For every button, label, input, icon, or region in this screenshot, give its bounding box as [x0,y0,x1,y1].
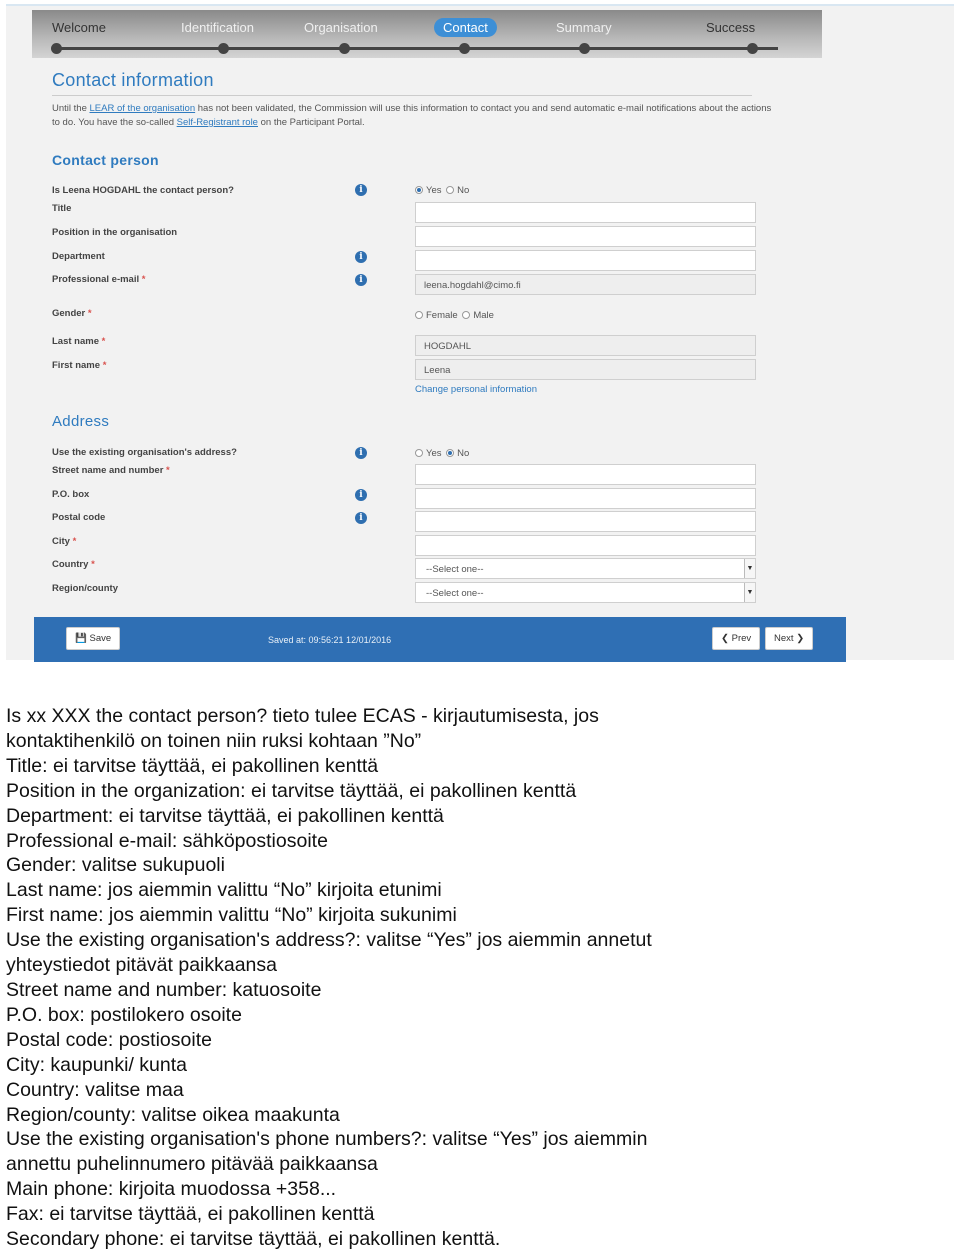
note-line: Fax: ei tarvitse täyttää, ei pakollinen kenttä [6,1203,375,1226]
required-mark: * [91,559,95,570]
required-mark: * [166,465,170,476]
prev-button[interactable] [712,627,760,650]
gender-male-radio[interactable] [462,311,470,319]
address-heading: Address [52,413,110,430]
lear-link[interactable]: LEAR of the organisation [89,103,196,114]
info-icon[interactable]: i [355,512,367,524]
no-label: No [457,448,470,459]
region-label: Region/county [52,583,118,594]
note-line: yhteystiedot pitävät paikkaansa [6,954,278,977]
note-line: annettu puhelinnumero pitävää paikkaansa [6,1153,378,1176]
last-name-input[interactable]: HOGDAHL [415,335,756,356]
city-label-text: City [52,536,70,547]
wizard-dot-summary [579,43,590,54]
email-label [52,274,145,285]
is-contact-no-radio[interactable] [446,186,454,194]
yes-label: Yes [426,185,442,196]
title-label: Title [52,203,72,214]
form-content [34,58,846,618]
gender-female-radio[interactable] [415,311,423,319]
chevron-left-icon: ❮ [721,633,729,644]
country-label [52,559,95,570]
email-label-text: Professional e-mail [52,274,140,285]
position-input[interactable] [415,226,756,247]
first-name-label-text: First name [52,360,101,371]
info-icon[interactable]: i [355,274,367,286]
required-mark: * [72,536,77,547]
is-contact-label: Is Leena HOGDAHL the contact person? [52,185,234,196]
note-line: Department: ei tarvitse täyttää, ei pakollinen kenttä [6,804,444,827]
department-label: Department [52,251,105,262]
note-line: First name: jos aiemmin valittu “No” kirjoita sukunimi [6,904,457,927]
contact-person-heading: Contact person [52,152,159,168]
info-icon[interactable]: i [355,447,367,459]
wizard-dot-organisation [339,43,350,54]
note-line: Is xx XXX the contact person? tieto tulee ECAS - kirjautumisesta, jos [6,705,599,727]
note-line: Secondary phone: ei tarvitse täyttää, ei pakollinen kenttä. [6,1228,501,1251]
note-line: Use the existing organisation's phone numbers?: valitse “Yes” jos aiemmin [6,1128,648,1151]
country-select-value: --Select one-- [426,564,484,575]
wizard-step-welcome[interactable]: Welcome [52,20,106,35]
male-label: Male [473,310,494,321]
pobox-label: P.O. box [52,489,90,500]
country-label-text: Country [52,559,89,570]
note-line: Postal code: postiosoite [6,1028,212,1051]
city-label [52,536,76,547]
use-existing-yes-radio[interactable] [415,449,423,457]
pobox-input[interactable] [415,488,756,509]
gender-label-text: Gender [52,308,86,319]
yes-label: Yes [426,448,442,459]
note-line: P.O. box: postilokero osoite [6,1003,242,1026]
note-line: kontaktihenkilö on toinen niin ruksi kohtaan ”No” [6,729,422,752]
use-existing-no-radio[interactable] [446,449,454,457]
save-icon: 💾 [75,633,87,644]
change-personal-info-link[interactable]: Change personal information [415,384,537,395]
contact-information-heading: Contact information [52,70,214,90]
is-contact-radio-group [415,185,469,196]
self-registrant-link[interactable]: Self-Registrant role [176,117,258,128]
use-existing-address-radio-group [415,448,469,459]
required-mark: * [141,274,146,285]
wizard-step-identification[interactable]: Identification [181,20,254,35]
postal-code-input[interactable] [415,511,756,532]
note-line: Street name and number: katuosoite [6,978,322,1001]
note-line: Region/county: valitse oikea maakunta [6,1103,340,1126]
save-label: Save [89,633,112,644]
next-button[interactable] [765,627,813,650]
contact-info-text [52,102,772,130]
street-input[interactable] [415,464,756,485]
region-select[interactable] [415,582,756,603]
wizard-track [54,47,778,50]
note-line: Gender: valitse sukupuoli [6,854,225,877]
instruction-notes [6,704,946,1252]
gender-label [52,308,92,319]
note-line: Last name: jos aiemmin valittu “No” kirjoita etunimi [6,879,442,902]
female-label: Female [426,310,458,321]
info-icon[interactable]: i [355,489,367,501]
gender-radio-group [415,310,494,321]
required-mark: * [102,360,107,371]
city-input[interactable] [415,535,756,556]
wizard-step-organisation[interactable]: Organisation [304,20,378,35]
wizard-dot-identification [218,43,229,54]
save-button[interactable] [66,627,120,650]
heading-divider [52,95,752,96]
note-line: Use the existing organisation's address?: valitse “Yes” jos aiemmin annetut [6,929,652,952]
saved-status: Saved at: 09:56:21 12/01/2016 [268,635,392,645]
country-select[interactable] [415,558,756,579]
first-name-label [52,360,106,371]
prev-label: Prev [731,633,752,644]
required-mark: * [87,308,92,319]
info-icon[interactable]: i [355,184,367,196]
department-input[interactable] [415,250,756,271]
chevron-down-icon[interactable]: ▼ [744,583,755,602]
chevron-down-icon[interactable]: ▼ [744,559,755,578]
wizard-progress-bar [32,10,822,58]
street-label [52,465,170,476]
chevron-right-icon: ❯ [796,633,805,644]
last-name-label [52,336,105,347]
last-name-label-text: Last name [52,336,99,347]
wizard-step-success[interactable]: Success [706,20,756,35]
is-contact-yes-radio[interactable] [415,186,423,194]
wizard-dot-welcome [51,43,62,54]
wizard-step-summary[interactable]: Summary [556,20,612,35]
wizard-dot-success [747,43,758,54]
required-mark: * [101,336,106,347]
note-line: Professional e-mail: sähköpostiosoite [6,829,328,852]
note-line: Country: valitse maa [6,1078,184,1101]
wizard-dot-contact [459,43,470,54]
form-footer-bar [34,617,846,662]
note-line: Main phone: kirjoita muodossa +358... [6,1178,337,1201]
title-input[interactable] [415,202,756,223]
wizard-step-contact[interactable]: Contact [434,18,497,37]
use-existing-address-label: Use the existing organisation's address? [52,447,237,458]
note-line: Title: ei tarvitse täyttää, ei pakollinen kenttä [6,754,379,777]
info-text-part: has not been validated, the Commission will use this information to contact you and send automatic e-mail notifications about the actions to do. You have the so-called [52,103,772,128]
note-line: City: kaupunki/ kunta [6,1053,188,1076]
first-name-input[interactable]: Leena [415,359,756,380]
no-label: No [457,185,470,196]
position-label: Position in the organisation [52,227,178,238]
info-text-part: Until the [52,103,90,114]
region-select-value: --Select one-- [426,588,484,599]
info-text-part: on the Participant Portal. [257,117,365,128]
info-icon[interactable]: i [355,251,367,263]
street-label-text: Street name and number [52,465,164,476]
email-input[interactable]: leena.hogdahl@cimo.fi [415,274,756,295]
note-line: Position in the organization: ei tarvitse täyttää, ei pakollinen kenttä [6,779,577,802]
form-screenshot [6,4,954,660]
next-label: Next [774,633,794,644]
postal-code-label: Postal code [52,512,106,523]
